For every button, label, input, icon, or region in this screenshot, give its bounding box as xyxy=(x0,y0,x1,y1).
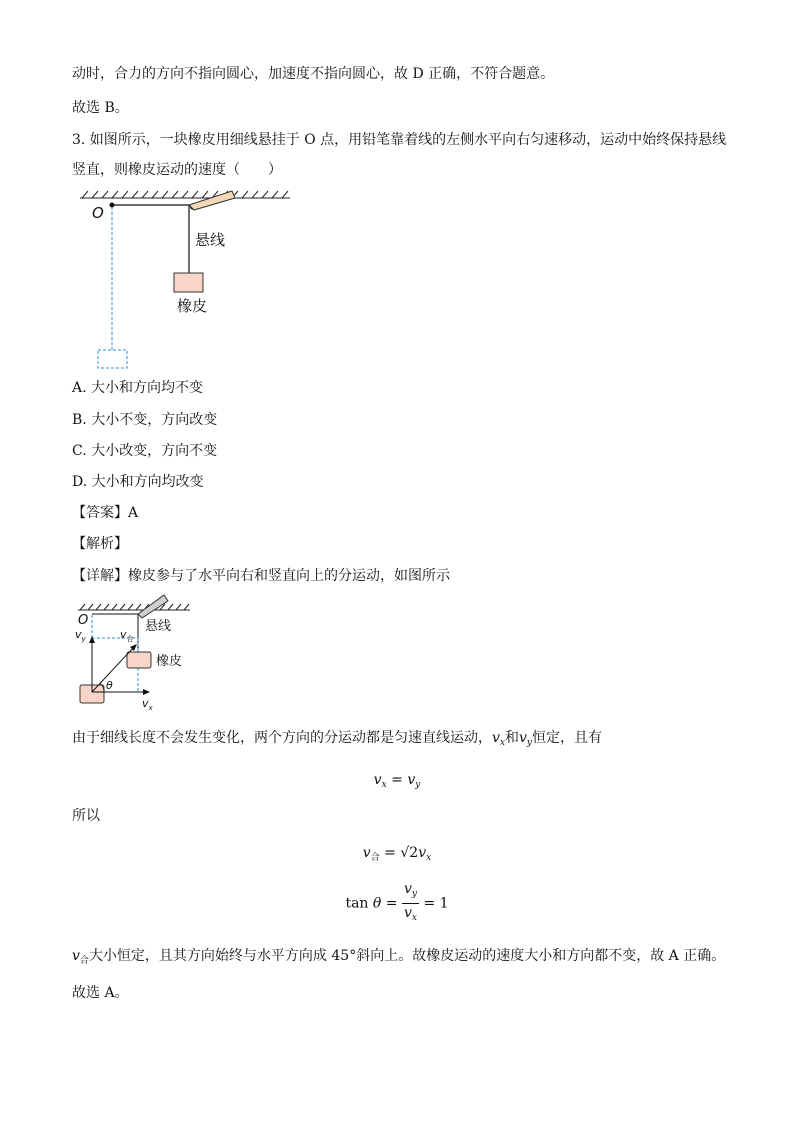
detail-text: 橡皮参与了水平向右和竖直向上的分运动，如图所示 xyxy=(128,568,450,584)
option-c: C. 大小改变，方向不变 xyxy=(72,443,218,459)
var-vx: $v_x$ xyxy=(492,730,505,748)
detail-tag: 【详解】 xyxy=(72,568,128,584)
figure-2-diagram xyxy=(72,592,197,717)
solution-text-b: 和 xyxy=(505,730,519,746)
ceiling-hatch xyxy=(80,191,290,198)
fraction-vy-vx: $\frac{v_y}{v_x}$ xyxy=(403,881,417,923)
var-vy: $v_y$ xyxy=(519,730,533,748)
dashed-eraser-box xyxy=(98,350,127,368)
label-string-2: 悬线 xyxy=(145,619,172,634)
option-b: B. 大小不变，方向改变 xyxy=(72,412,218,428)
solution-text-c: 恒定，且有 xyxy=(532,730,603,746)
equation-2: $v_合 = √2v_x$ xyxy=(362,845,432,863)
label-theta: θ xyxy=(106,679,113,692)
intro-line-1: 动时，合力的方向不指向圆心，加速度不指向圆心，故 D 正确，不符合题意。 xyxy=(72,66,555,82)
question-stem-line-1: 3. 如图所示，一块橡皮用细线悬挂于 O 点，用铅笔靠着线的左侧水平向右匀速移动，运动中始终保持悬线 xyxy=(72,132,727,148)
solution-text-a: 由于细线长度不会发生变化，两个方向的分运动都是匀速直线运动， xyxy=(72,730,492,746)
label-O-2: O xyxy=(78,613,89,628)
equation-3: tan θ = $\frac{v_y}{v_x}$ = 1 xyxy=(0,880,794,927)
detail-line xyxy=(72,566,450,586)
final-answer: 故选 A。 xyxy=(72,985,129,1001)
label-string: 悬线 xyxy=(195,231,226,249)
answer-value: A xyxy=(128,505,139,521)
solution-line-1 xyxy=(72,728,602,753)
label-eraser: 橡皮 xyxy=(177,297,208,315)
conclusion-line: $v_合$大小恒定，且其方向始终与水平方向成 45°斜向上。故橡皮运动的速度大小和方向都不变，故 A 正确。 xyxy=(72,948,726,966)
eraser-box-upper xyxy=(127,652,151,668)
figure-1-diagram xyxy=(72,188,302,373)
label-vx: $v_x$ xyxy=(142,697,153,712)
option-a: A. 大小和方向均不变 xyxy=(72,380,204,396)
label-vy: $v_y$ xyxy=(75,628,86,643)
option-d: D. 大小和方向均改变 xyxy=(72,474,204,490)
answer-line xyxy=(72,503,138,523)
label-O: O xyxy=(92,204,104,222)
answer-tag: 【答案】 xyxy=(72,505,128,521)
label-eraser-2: 橡皮 xyxy=(156,654,183,669)
eraser-box xyxy=(174,273,203,292)
equation-1: $v_x = v_y$ xyxy=(373,772,421,790)
question-stem-line-2: 竖直，则橡皮运动的速度（ ） xyxy=(72,162,282,178)
so-text: 所以 xyxy=(72,808,100,824)
analysis-tag: 【解析】 xyxy=(72,536,128,552)
intro-line-2: 故选 B。 xyxy=(72,100,129,116)
label-vhe: $v_合$ xyxy=(120,628,134,643)
